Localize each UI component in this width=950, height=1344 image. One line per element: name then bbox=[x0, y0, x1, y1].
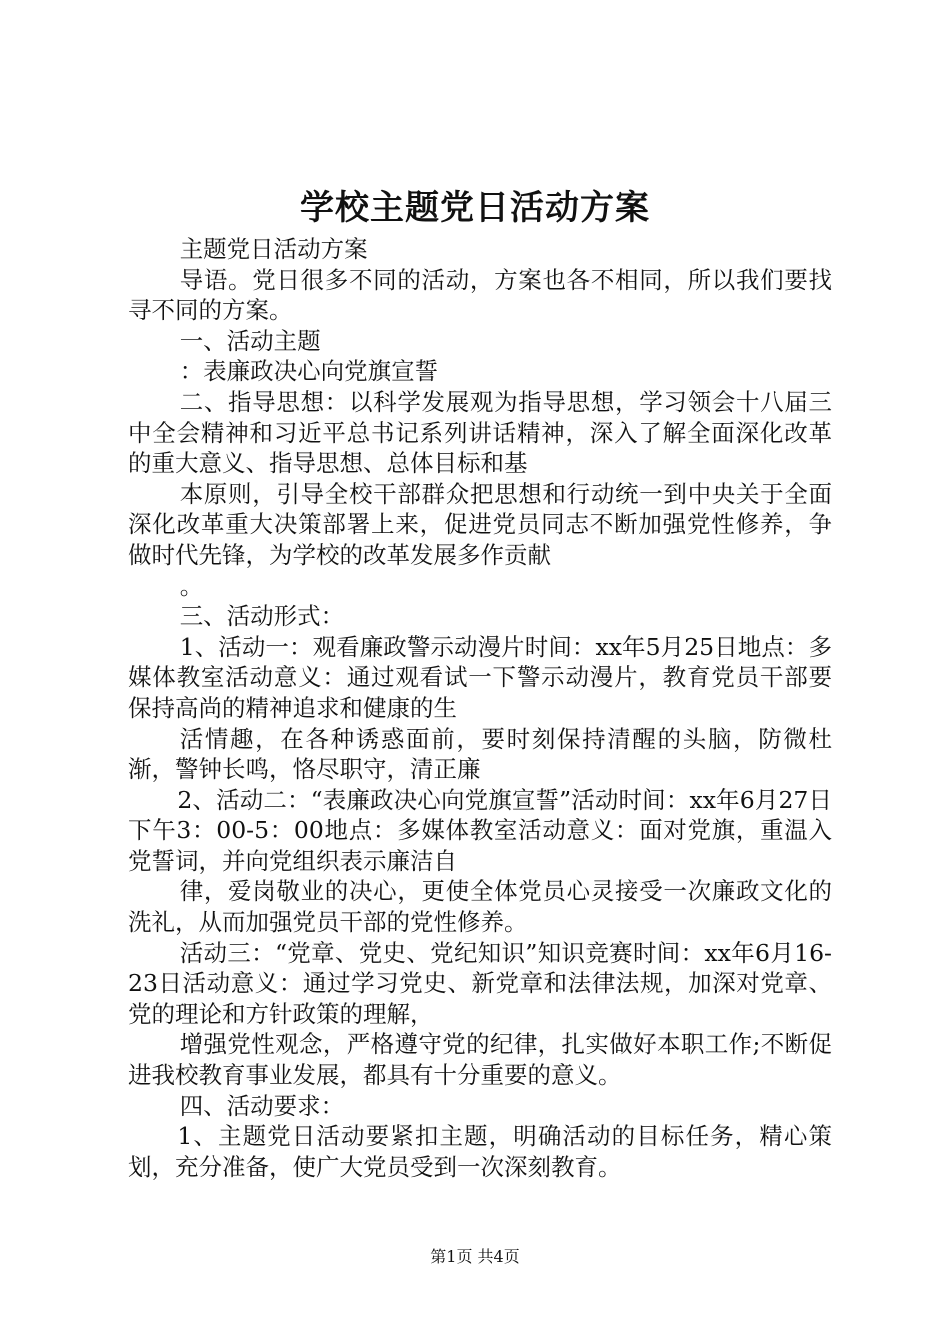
paragraph-guiding-thought: 二、指导思想：以科学发展观为指导思想，学习领会十八届三中全会精神和习近平总书记系列讲话精神，深入了解全面深化改革的重大意义、指导思想、总体目标和基 bbox=[128, 387, 832, 478]
paragraph-principle: 本原则，引导全校干部群众把思想和行动统一到中央关于全面深化改革重大决策部署上来，促进党员同志不断加强党性修养，争做时代先锋，为学校的改革发展多作贡献 bbox=[128, 479, 832, 569]
document-body bbox=[128, 234, 832, 1182]
paragraph-activity-two-cont: 律，爱岗敬业的决心，更使全体党员心灵接受一次廉政文化的洗礼，从而加强党员干部的党性修养。 bbox=[128, 877, 832, 937]
paragraph-activity-three: 活动三：“党章、党史、党纪知识”知识竞赛时间：xx年6月16-23日活动意义：通过学习党史、新党章和法律法规，加深对党章、党的理论和方针政策的理解， bbox=[128, 938, 832, 1028]
paragraph-intro: 导语。党日很多不同的活动，方案也各不相同，所以我们要找寻不同的方案。 bbox=[128, 265, 832, 325]
paragraph-activity-one: 1、活动一：观看廉政警示动漫片时间：xx年5月25日地点：多媒体教室活动意义：通过观看试一下警示动漫片，教育党员干部要保持高尚的精神追求和健康的生 bbox=[128, 632, 832, 722]
paragraph-heading: 主题党日活动方案 bbox=[179, 235, 368, 263]
document-title: 学校主题党日活动方案 bbox=[300, 188, 650, 228]
section-heading-form: 三、活动形式： bbox=[179, 602, 345, 631]
paragraph-requirement-one: 1、主题党日活动要紧扣主题，明确活动的目标任务，精心策划，充分准备，使广大党员受到一次深刻教育。 bbox=[128, 1122, 832, 1181]
paragraph-activity-one-cont: 活情趣，在各种诱惑面前，要时刻保持清醒的头脑，防微杜渐，警钟长鸣，恪尽职守，清正廉 bbox=[128, 724, 832, 784]
paragraph-activity-three-cont: 增强党性观念，严格遵守党的纪律，扎实做好本职工作;不断促进我校教育事业发展，都具有十分重要的意义。 bbox=[128, 1030, 832, 1090]
section-heading-requirements: 四、活动要求： bbox=[179, 1091, 345, 1120]
page-footer: 第1页 共4页 bbox=[430, 1247, 520, 1266]
section-heading-theme: 一、活动主题 bbox=[179, 326, 321, 355]
paragraph-activity-two: 2、活动二：“表廉政决心向党旗宣誓”活动时间：xx年6月27日下午3：00-5：00地点：多媒体教室活动意义：面对党旗，重温入党誓词，并向党组织表示廉洁自 bbox=[128, 785, 832, 875]
paragraph-period: 。 bbox=[179, 571, 204, 600]
paragraph-theme: ：表廉政决心向党旗宣誓 bbox=[179, 357, 439, 386]
